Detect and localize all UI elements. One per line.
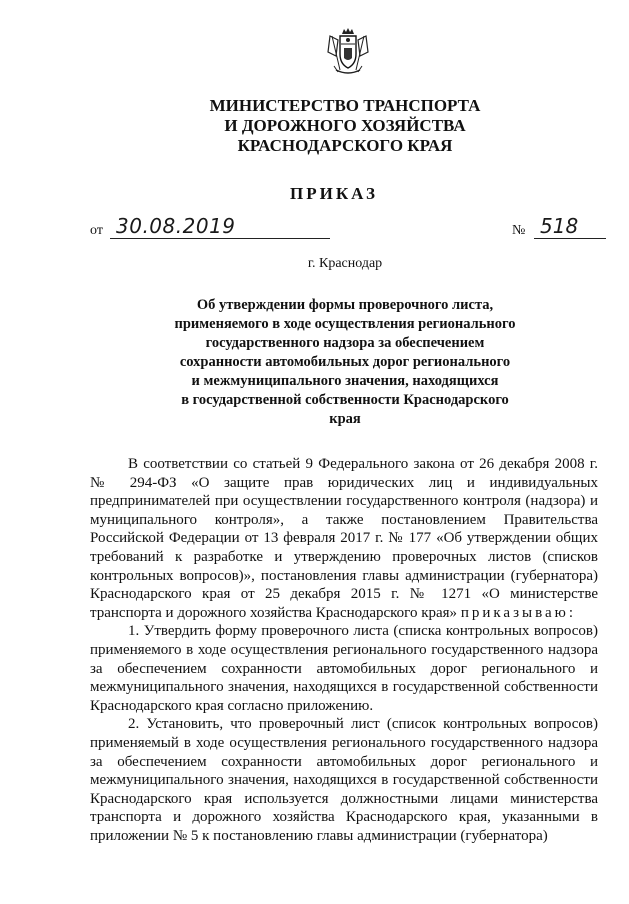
- preamble-paragraph: [90, 455, 598, 622]
- subject-line: и межмуниципального значения, находящихся: [191, 373, 499, 389]
- ministry-line-1: МИНИСТЕРСТВО ТРАНСПОРТА: [209, 96, 481, 115]
- ministry-line-3: КРАСНОДАРСКОГО КРАЯ: [237, 136, 453, 155]
- number-value: 518: [534, 214, 606, 239]
- subject-line: государственного надзора за обеспечением: [205, 335, 485, 351]
- order-body: [90, 455, 598, 845]
- city: г. Краснодар: [307, 256, 383, 271]
- date-value: 30.08.2019: [110, 214, 330, 239]
- subject-line: края: [329, 411, 361, 427]
- preamble-text: В соответствии со статьей 9 Федерального закона от 26 декабря 2008 г. № 294-ФЗ «О защите прав юридических лиц и индивидуальных предпринимателей при осуществлении государственного контроля (надзора) и муниципального контроля», а также постановлением Правительства Российской Федерации от 13 февраля 2017 г. № 177 «Об утверждении общих требований к разработке и утверждению проверочных листов (списков контрольных вопросов)», постановления главы администрации (губернатора) Краснодарского края от 25 декабря 2015 г. № 1271 «О министерстве транспорта и дорожного хозяйства Краснодарского края»: [90, 456, 598, 621]
- coat-of-arms-icon: [326, 26, 370, 78]
- ministry-name: [150, 96, 540, 156]
- command-word: приказываю:: [460, 604, 577, 621]
- number-prefix: №: [512, 223, 526, 238]
- clause-2: 2. Установить, что проверочный лист (список контрольных вопросов) применяемый в ходе осуществления регионального государственного надзора за обеспечением сохранности автомобильных дорог регионального и межмуниципального значения, находящихся в государственной собственности Краснодарского края используется должностными лицами министерства транспорта и дорожного хозяйства Краснодарского края, указанными в приложении № 5 к постановлению главы администрации (губернатора): [90, 716, 598, 844]
- subject-line: Об утверждении формы проверочного листа,: [196, 297, 494, 313]
- clause-1: 1. Утвердить форму проверочного листа (списка контрольных вопросов) применяемого в ходе осуществления регионального государственного надзора за обеспечением сохранности автомобильных дорог регионального и межмуниципального значения, находящихся в государственной собственности Краснодарского края согласно приложению.: [90, 623, 598, 714]
- subject-line: в государственной собственности Краснодарского: [181, 392, 509, 408]
- document-type: ПРИКАЗ: [290, 184, 378, 203]
- subject-line: сохранности автомобильных дорог регионального: [179, 354, 511, 370]
- subject-line: применяемого в ходе осуществления регионального: [174, 316, 516, 332]
- ministry-line-2: И ДОРОЖНОГО ХОЗЯЙСТВА: [224, 116, 466, 135]
- date-prefix: от: [90, 223, 103, 238]
- order-subject: [150, 296, 540, 429]
